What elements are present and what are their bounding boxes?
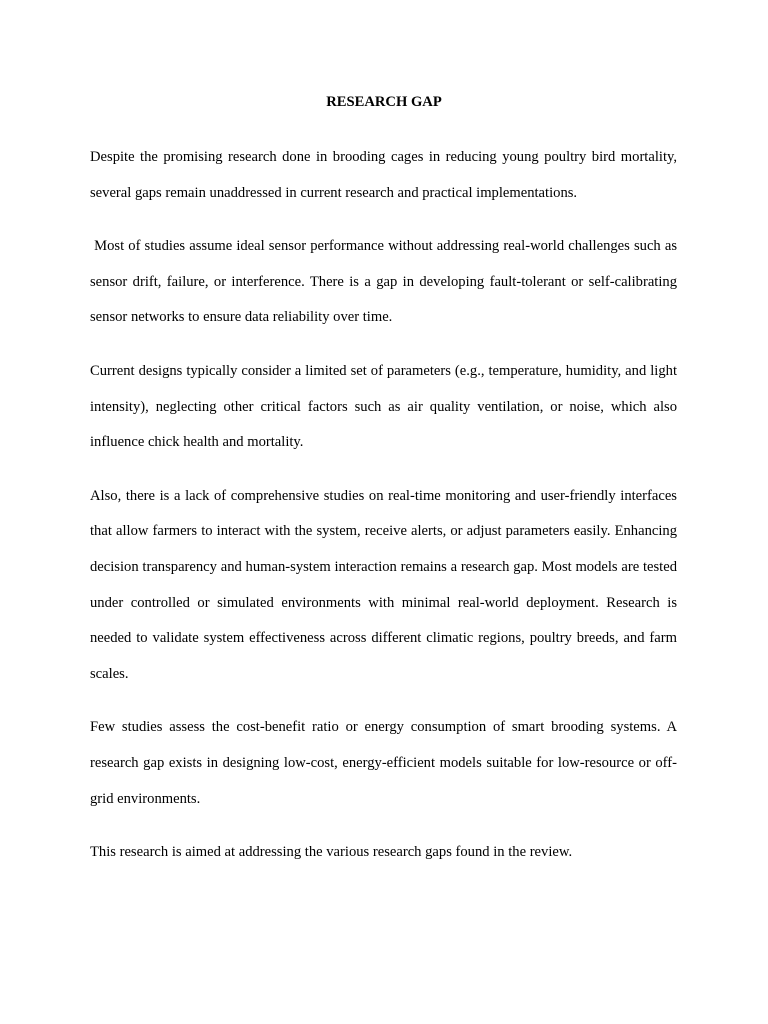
paragraph-sensor-reliability: Most of studies assume ideal sensor performance without addressing real-world challenges such as sensor drift, failure, or interference. There is a gap in developing fault-tolerant or self-calibrating sensor networks to ensure data reliability over time. (90, 238, 681, 326)
paragraph-conclusion: This research is aimed at addressing the various research gaps found in the review. (90, 844, 573, 861)
paragraph-monitoring-interfaces: Also, there is a lack of comprehensive studies on real-time monitoring and user-friendly interfaces that allow farmers to interact with the system, receive alerts, or adjust parameters easily. Enhancing decision transparency and human-system interaction remains a research gap. Most models are tested under controlled or simulated environments with minimal real-world deployment. Research is needed to validate system effectiveness across different climatic regions, poultry breeds, and farm scales. (90, 487, 677, 682)
page-title: RESEARCH GAP (326, 94, 442, 110)
paragraph-parameters: Current designs typically consider a limited set of parameters (e.g., temperature, humidity, and light intensity), neglecting other critical factors such as air quality ventilation, or noise, which also influence chick health and mortality. (90, 362, 677, 451)
paragraph-cost-energy: Few studies assess the cost-benefit ratio or energy consumption of smart brooding systems. A research gap exists in designing low-cost, energy-efficient models suitable for low-resource or off-grid environments. (90, 719, 677, 807)
document-body (90, 140, 681, 889)
paragraph-intro: Despite the promising research done in brooding cages in reducing young poultry bird mortality, several gaps remain unaddressed in current research and practical implementations. (90, 149, 677, 201)
